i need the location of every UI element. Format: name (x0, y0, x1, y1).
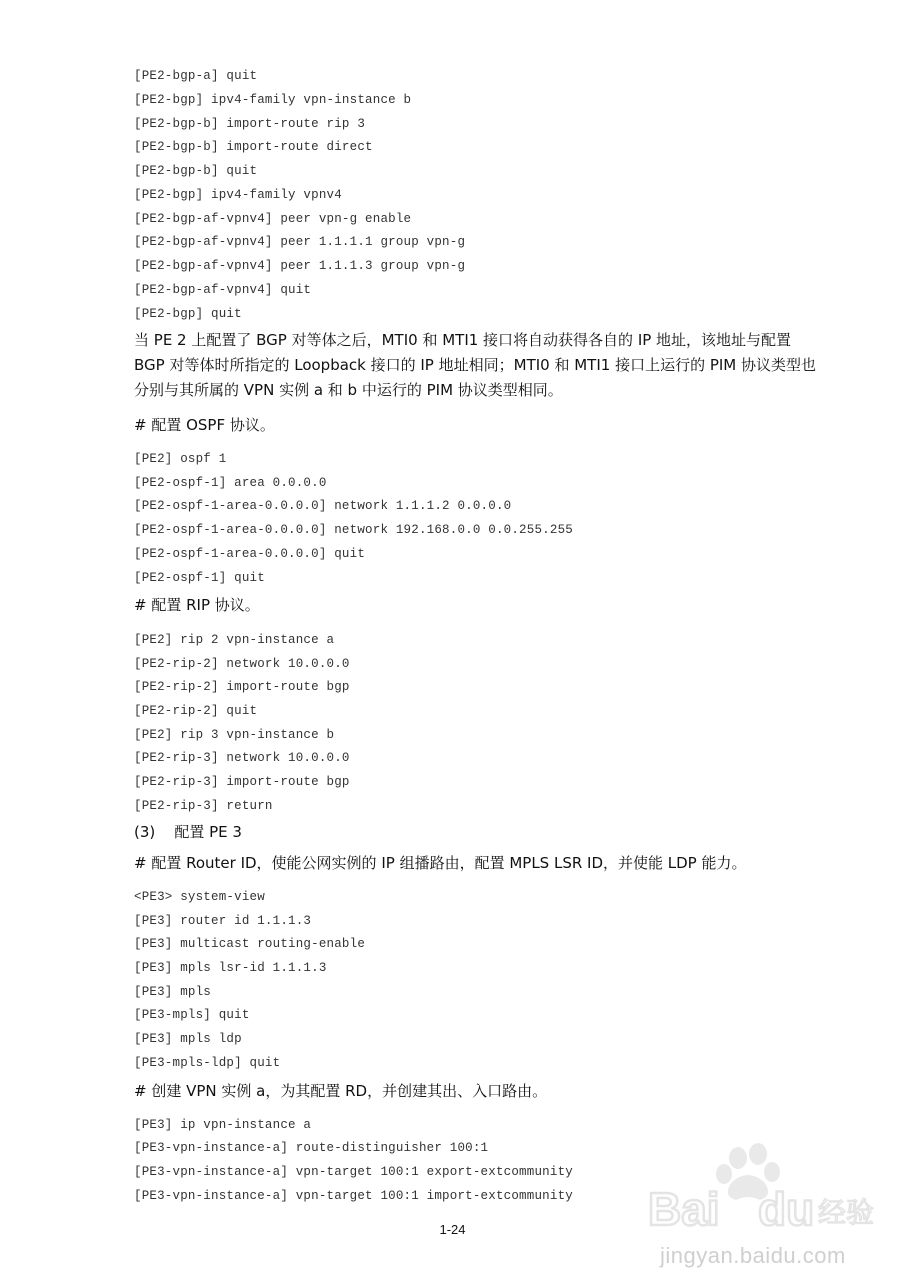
svg-text:Bai: Bai (648, 1183, 720, 1235)
code-line: [PE2-rip-3] network 10.0.0.0 (134, 751, 350, 765)
code-line: [PE2-rip-3] import-route bgp (134, 775, 350, 789)
code-line: [PE3] mpls lsr-id 1.1.1.3 (134, 961, 327, 975)
code-line: [PE3-mpls-ldp] quit (134, 1056, 281, 1070)
code-line: [PE2-bgp-b] import-route direct (134, 140, 373, 154)
step-heading-rip: # 配置 RIP 协议。 (134, 596, 260, 614)
code-line: [PE2-ospf-1-area-0.0.0.0] quit (134, 547, 366, 561)
watermark-site: jingyan.baidu.com (660, 1243, 846, 1268)
code-line: [PE3-mpls] quit (134, 1008, 250, 1022)
code-line: [PE3-vpn-instance-a] vpn-target 100:1 import-extcommunity (134, 1189, 573, 1203)
code-line: [PE3] multicast routing-enable (134, 937, 366, 951)
code-line: <PE3> system-view (134, 890, 265, 904)
body-paragraph: 当 PE 2 上配置了 BGP 对等体之后，MTI0 和 MTI1 接口将自动获得各自的 IP 地址，该地址与配置 BGP 对等体时所指定的 Loopback 接口的 IP 地址相同；MTI0 和 MTI1 接口上运行的 PIM 协议类型也分别与其所属的 VPN 实例 a 和 b 中运行的 PIM 协议类型相同。 (134, 331, 817, 399)
code-line: [PE2-bgp-b] import-route rip 3 (134, 117, 366, 131)
code-line: [PE2-ospf-1] area 0.0.0.0 (134, 476, 327, 490)
code-line: [PE2-bgp-a] quit (134, 69, 258, 83)
step-heading-router-id: # 配置 Router ID，使能公网实例的 IP 组播路由，配置 MPLS LSR ID，并使能 LDP 能力。 (134, 854, 747, 872)
code-line: [PE3] ip vpn-instance a (134, 1118, 312, 1132)
code-line: [PE2-bgp-af-vpnv4] peer vpn-g enable (134, 212, 412, 226)
code-line: [PE2] rip 3 vpn-instance b (134, 728, 335, 742)
step-heading-ospf: # 配置 OSPF 协议。 (134, 416, 275, 434)
code-line: [PE2-bgp-af-vpnv4] quit (134, 283, 312, 297)
code-line: [PE2-rip-2] import-route bgp (134, 680, 350, 694)
code-line: [PE2-bgp-af-vpnv4] peer 1.1.1.1 group vpn-g (134, 235, 466, 249)
page-number: 1-24 (439, 1222, 466, 1237)
section-title-pe3: (3) 配置 PE 3 (134, 823, 242, 841)
code-line: [PE2] ospf 1 (134, 452, 227, 466)
code-line: [PE2-ospf-1] quit (134, 571, 265, 585)
code-line: [PE2-rip-3] return (134, 799, 273, 813)
step-heading-vpn: # 创建 VPN 实例 a，为其配置 RD，并创建其出、入口路由。 (134, 1082, 548, 1100)
code-line: [PE2] rip 2 vpn-instance a (134, 633, 335, 647)
code-line: [PE2-bgp-b] quit (134, 164, 258, 178)
svg-text:经验: 经验 (818, 1196, 875, 1229)
code-line: [PE3-vpn-instance-a] vpn-target 100:1 export-extcommunity (134, 1165, 573, 1179)
code-line: [PE3] router id 1.1.1.3 (134, 914, 312, 928)
code-line: [PE2-bgp] quit (134, 307, 242, 321)
code-line: [PE3-vpn-instance-a] route-distinguisher 100:1 (134, 1141, 489, 1155)
code-line: [PE2-bgp] ipv4-family vpn-instance b (134, 93, 412, 107)
code-line: [PE2-rip-2] quit (134, 704, 258, 718)
code-line: [PE2-bgp] ipv4-family vpnv4 (134, 188, 342, 202)
code-line: [PE3] mpls (134, 985, 212, 999)
svg-text:du: du (758, 1183, 815, 1235)
code-line: [PE3] mpls ldp (134, 1032, 242, 1046)
code-line: [PE2-bgp-af-vpnv4] peer 1.1.1.3 group vpn-g (134, 259, 466, 273)
code-line: [PE2-ospf-1-area-0.0.0.0] network 192.168.0.0 0.0.255.255 (134, 523, 573, 537)
code-line: [PE2-rip-2] network 10.0.0.0 (134, 657, 350, 671)
code-line: [PE2-ospf-1-area-0.0.0.0] network 1.1.1.2 0.0.0.0 (134, 499, 512, 513)
